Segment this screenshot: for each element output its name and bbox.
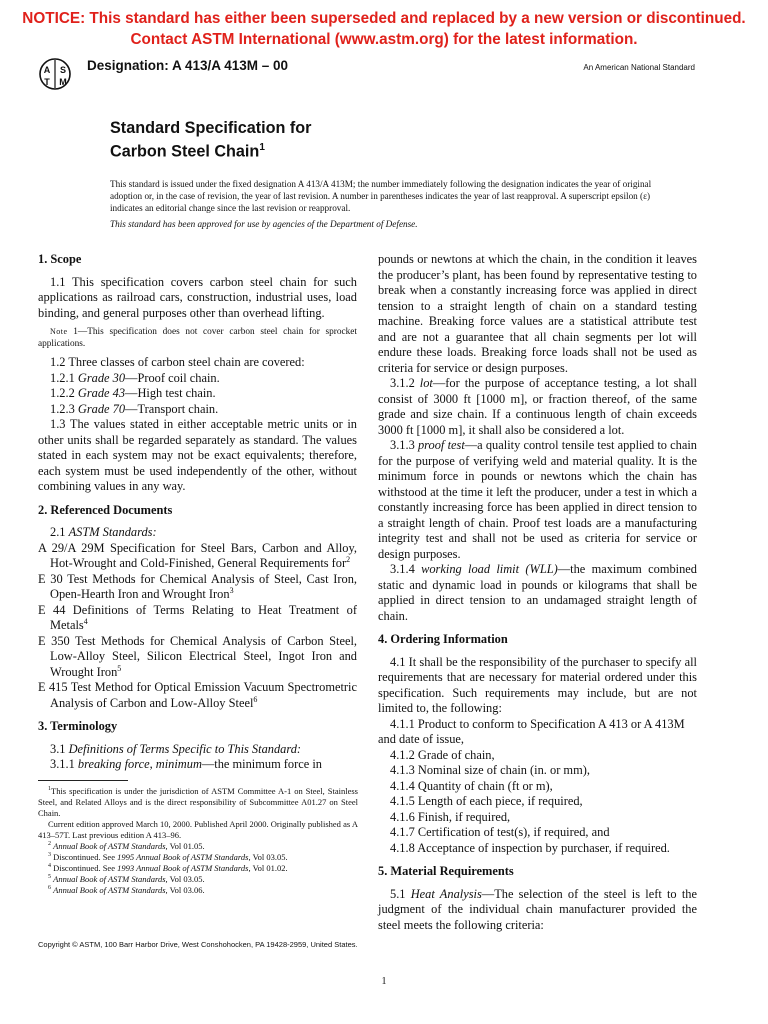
section-heading-material: 5. Material Requirements (378, 864, 514, 878)
supersession-notice (0, 8, 768, 50)
svg-text:T: T (44, 77, 50, 87)
footnote-5: $^5$ Annual Book of ASTM Standards, Vol 03.05. (48, 874, 205, 884)
document-title (110, 118, 311, 161)
ref-a29: A 29/A 29M Specification for Steel Bars, Carbon and Alloy, Hot-Wrought and Cold-Finished, General Requirements for$^2$ (38, 540, 357, 570)
footnote-2: $^2$ Annual Book of ASTM Standards, Vol 01.05. (48, 841, 205, 851)
grade-30-item: 1.2.1 Grade 30—Proof coil chain. (50, 370, 220, 385)
approval-statement: This standard has been approved for use by agencies of the Department of Defense. (110, 219, 418, 229)
footnote-6: $^6$ Annual Book of ASTM Standards, Vol 03.06. (48, 885, 205, 895)
left-column (38, 252, 357, 773)
order-item: 4.1.4 Quantity of chain (ft or m), (390, 778, 553, 793)
page-number: 1 (381, 976, 387, 987)
note-1: Note 1—This specification does not cover carbon steel chain for sprocket applications. (38, 327, 357, 349)
american-national-standard: An American National Standard (583, 63, 695, 72)
ref-e415: E 415 Test Method for Optical Emission Vacuum Spectrometric Analysis of Carbon and Low-Alloy Steel$^6$ (38, 680, 357, 710)
section-heading-referenced: 2. Referenced Documents (38, 502, 173, 517)
para-3-1-1: 3.1.1 breaking force, minimum—the minimum force in (50, 757, 322, 771)
footnote-divider (38, 780, 128, 781)
footnote-1: $^1$This specification is under the jurisdiction of ASTM Committee A-1 on Steel, Stainless Steel, and Related Alloys and is the direct responsibility of Subcommittee A01.27 on Steel Chain. (38, 786, 358, 818)
order-item: 4.1.1 Product to conform to Specification A 413 or A 413M and date of issue, (378, 716, 685, 746)
para-3-1-3: 3.1.3 proof test—a quality control tensile test applied to chain for the purpose of verifying weld and material quality. It is the minimum force in pounds or newtons which the chain has withstood at the time it left the producer, under a test in which a constantly increasing force has been applied in direct tension to a straight length of chain. Proof test loads are a manufacturing integrity test and shall not be used as criteria for service or design purposes. (378, 438, 697, 561)
ref-e44: E 44 Definitions of Terms Relating to Heat Treatment of Metals$^4$ (38, 602, 357, 632)
designation: Designation: A 413/A 413M – 00 (87, 58, 289, 73)
svg-text:A: A (43, 65, 51, 75)
notice-line-1: NOTICE: This standard has either been superseded and replaced by a new version or discontinued. (22, 10, 746, 27)
svg-text:S: S (59, 65, 67, 75)
order-item: 4.1.7 Certification of test(s), if required, and (390, 825, 610, 839)
para-3-1-2: 3.1.2 lot—for the purpose of acceptance testing, a lot shall consist of 3000 ft [1000 m], or fraction thereof, of the same grade and size chain. If a continuous length of chain exceeds 3000 ft [1000 m], it shall also be considered a lot. (378, 376, 697, 437)
notice-line-2: Contact ASTM International (www.astm.org) for the latest information. (130, 31, 638, 48)
para-3-1-1-continued: pounds or newtons at which the chain, in the condition it leaves the producer’s plant, has been found by representative testing to break when a constantly increasing force was applied in direct tension to a straight length of chain on a standard testing machine. Breaking force values are a statistical attribute test and are not a guarantee that all chain segments per lot will endure these loads. Breaking force loads shall not be used as criteria for service or design purposes. (378, 252, 697, 375)
order-item: 4.1.3 Nominal size of chain (in. or mm), (390, 763, 590, 777)
section-heading-terminology: 3. Terminology (38, 719, 118, 733)
section-heading-scope: 1. Scope (38, 252, 82, 266)
svg-text:M: M (59, 77, 67, 87)
order-item: 4.1.5 Length of each piece, if required, (390, 794, 583, 808)
order-item: 4.1.6 Finish, if required, (390, 809, 511, 824)
grade-70-item: 1.2.3 Grade 70—Transport chain. (50, 401, 219, 416)
para-1-3: 1.3 The values stated in either acceptable metric units or in other units shall be regarded separately as standard. The values stated in each system may not be exact equivalents; therefore, each system must be used independently of the other, without combining values in any way. (38, 417, 357, 493)
grade-43-item: 1.2.2 Grade 43—High test chain. (50, 386, 216, 400)
footnotes (38, 786, 358, 896)
para-1-1: 1.1 This specification covers carbon steel chain for such applications as railroad cars, construction, industrial uses, load binding, and general purposes other than overhead lifting. (38, 274, 357, 320)
title-line-2: Carbon Steel Chain$^1$ (110, 142, 265, 161)
intro-block (110, 178, 670, 230)
right-column (378, 252, 697, 933)
footnote-1b: Current edition approved March 10, 2000. Published April 2000. Originally published as A 413–57T. Last previous edition A 413–96. (38, 819, 358, 840)
order-item: 4.1.2 Grade of chain, (390, 747, 495, 762)
para-3-1-4: 3.1.4 working load limit (WLL)—the maximum combined static and dynamic load in pounds or kilograms that shall be applied in direct tension to an undamaged straight length of chain. (378, 562, 697, 623)
order-item: 4.1.8 Acceptance of inspection by purchaser, if required. (390, 840, 670, 855)
para-2-1: 2.1 ASTM Standards: (50, 525, 157, 539)
copyright-line: Copyright © ASTM, 100 Barr Harbor Drive, West Conshohocken, PA 19428-2959, United States. (38, 940, 358, 949)
para-4-1: 4.1 It shall be the responsibility of the purchaser to specify all requirements that are necessary for material ordered under this specification. Such requirements may include, but are not limited to, the following: (378, 654, 697, 715)
para-5-1: 5.1 Heat Analysis—The selection of the steel is left to the judgment of the individual chain manufacturer provided the steel meets the following criteria: (378, 886, 697, 932)
title-footnote-mark: 1 (259, 142, 265, 153)
ref-e350: E 350 Test Methods for Chemical Analysis of Carbon Steel, Low-Alloy Steel, Silicon Electrical Steel, Ingot Iron and Wrought Iron$^5$ (38, 633, 357, 679)
para-3-1: 3.1 Definitions of Terms Specific to This Standard: (50, 741, 302, 756)
section-heading-ordering: 4. Ordering Information (378, 632, 508, 646)
ref-e30: E 30 Test Methods for Chemical Analysis of Steel, Cast Iron, Open-Hearth Iron and Wrought Iron$^3$ (38, 571, 357, 601)
astm-logo-icon (38, 54, 72, 94)
footnote-4: $^4$ Discontinued. See 1993 Annual Book of ASTM Standards, Vol 01.02. (48, 863, 288, 873)
title-line-1: Standard Specification for (110, 119, 312, 137)
issued-statement: This standard is issued under the fixed designation A 413/A 413M; the number immediately following the designation indicates the year of original adoption or, in the case of revision, the year of last revision. A number in parentheses indicates the year of last reapproval. A superscript epsilon (ε) indicates an editorial change since the last revision or reapproval. (110, 179, 652, 213)
footnote-3: $^3$ Discontinued. See 1995 Annual Book of ASTM Standards, Vol 03.05. (48, 852, 288, 862)
para-1-2: 1.2 Three classes of carbon steel chain are covered: (50, 355, 305, 369)
